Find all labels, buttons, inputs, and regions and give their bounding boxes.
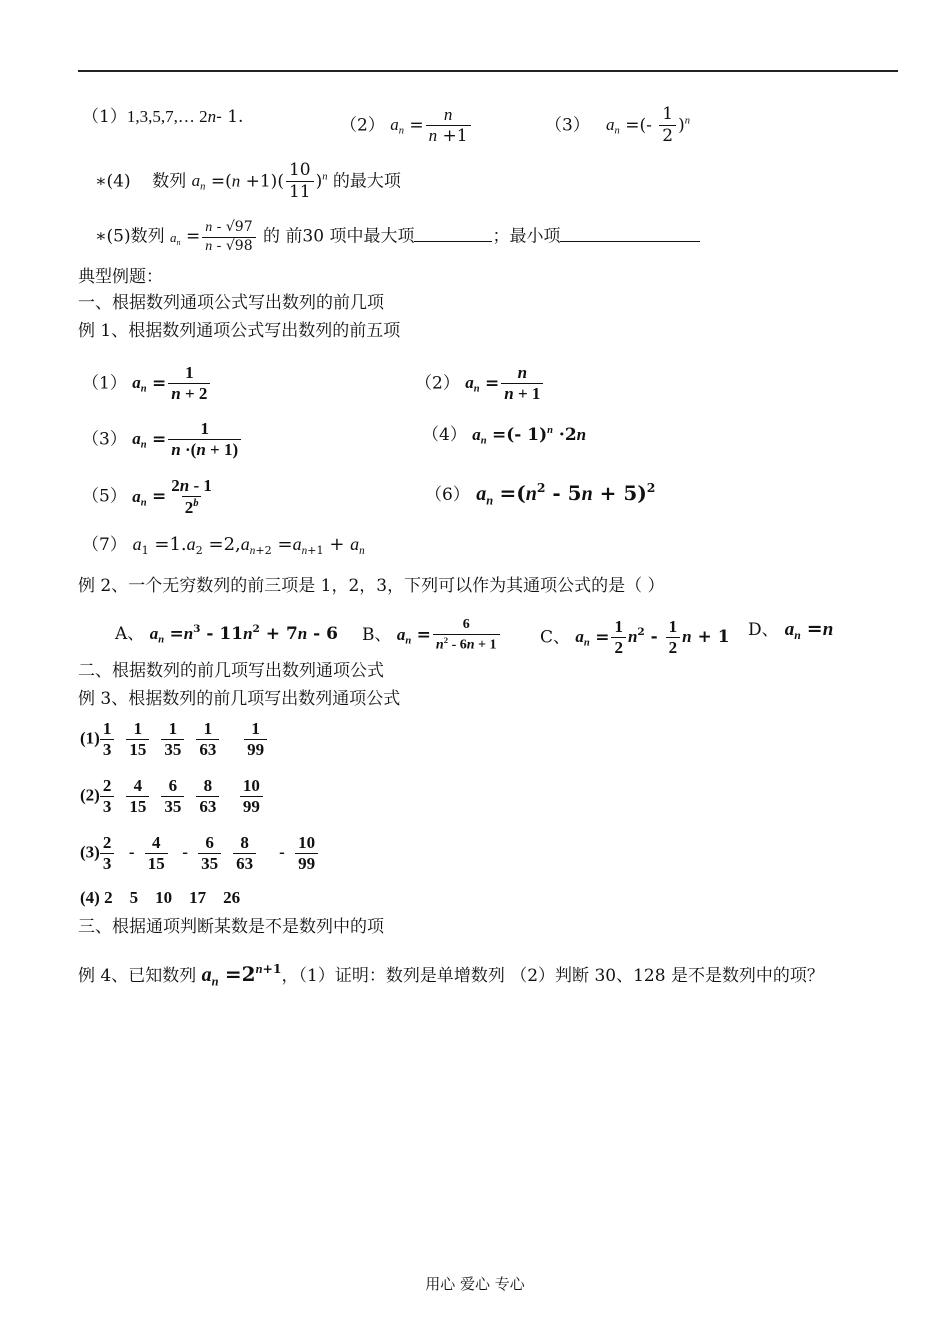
examples-heading: 典型例题：: [78, 267, 163, 287]
section-1-title: 一、根据数列通项公式写出数列的前几项: [78, 293, 384, 313]
sequence-row-1: (1) $\frac{1}{3}$ $\frac{1}{15}$ $\frac{1}{35}$ $\frac{1}{63}$ $\frac{1}{99}$: [80, 720, 273, 760]
problem-4-text-post: 的最大项: [332, 171, 401, 192]
option-c[interactable]: C、 $a_n$ = $\frac{1}{2}$ $n^2$ - $\frac{1}{2}$ n + 1: [540, 617, 730, 657]
example-2-title: 例 2、一个无穷数列的前三项是 1，2，3，下列可以作为其通项公式的是（ ）: [78, 576, 665, 596]
section-2-title: 二、根据数列的前几项写出数列通项公式: [78, 661, 384, 681]
problem-2-label: （2）: [340, 115, 385, 136]
example-1-title: 例 1、根据数列通项公式写出数列的前五项: [78, 321, 401, 341]
row-1-label: (1): [80, 728, 100, 748]
ex1-item-1: （1） $a_n$ = $\frac{1}{n + 2}$: [82, 364, 212, 404]
ex1-label-5: （5）: [82, 486, 127, 507]
ex1-label-3: （3）: [82, 429, 127, 450]
ex1-label-1: （1）: [82, 373, 127, 394]
ex1-label-7: （7）: [82, 535, 127, 555]
ex1-item-6: （6） $a_n =(n^2 - 5n + 5)^2$: [425, 480, 656, 508]
sequence-row-4: (4) 2 5 10 17 26: [80, 888, 241, 907]
problem-2: （2） $a_n$ = $\frac{n}{n +1}$: [340, 106, 473, 146]
ex1-item-2: （2） $a_n$ = $\frac{n}{n + 1}$: [415, 364, 545, 404]
problem-3: （3） $a_n$ =(- $\frac{1}{2}$ )$^n$: [545, 104, 690, 146]
option-d-label: D、: [748, 620, 779, 640]
problem-1-seq: 1,3,5,7,… 2: [126, 107, 208, 126]
problem-4-label: ∗(4): [95, 171, 131, 192]
option-a-label: A、: [115, 623, 145, 644]
answer-blank-max[interactable]: [414, 227, 492, 242]
problem-5-sep: ；最小项: [492, 226, 561, 247]
sequence-row-2: (2) $\frac{2}{3}$ $\frac{4}{15}$ $\frac{6}{35}$ $\frac{8}{63}$ $\frac{10}{99}$: [80, 777, 269, 817]
problem-1-label: （1）: [82, 107, 127, 127]
problem-5-label: ∗(5)数列: [95, 226, 165, 247]
problem-4-text: 数列: [152, 171, 187, 192]
problem-4: ∗(4) 数列 $a_n =(n +1)$( $\frac{10}{11}$ )$^n$ 的最大项: [95, 160, 401, 202]
ex1-label-2: （2）: [415, 373, 460, 394]
example-3-title: 例 3、根据数列的前几项写出数列通项公式: [78, 689, 401, 709]
option-a[interactable]: A、 $a_n =n^3 - 11n^2 + 7n - 6$: [115, 623, 338, 646]
ex1-item-7: （7） $a_1 =1.a_2 =2,a_{n+2} =a_{n+1} + a_n$: [82, 534, 365, 557]
header-rule: [78, 70, 898, 72]
option-b-label: B、: [362, 624, 392, 645]
ex1-item-4: （4） $a_n$ =(- 1)$^n$ ·2n: [422, 424, 587, 447]
ex1-item-5: （5） $a_n$ = $\frac{2n - 1}{2^b}$: [82, 476, 212, 517]
sequence-row-3: (3) $\frac{2}{3}$ - $\frac{4}{15}$ - $\frac{6}{35}$ $\frac{8}{63}$ - $\frac{10}{99}$: [80, 834, 324, 874]
ex1-item-3: （3） $a_n$ = $\frac{1}{n \cdot(n + 1)}$: [82, 420, 243, 460]
option-d[interactable]: D、 $a_n =n$: [748, 618, 834, 643]
problem-1: （1）1,3,5,7,… 2n- 1.: [82, 107, 244, 127]
section-3-title: 三、根据通项判断某数是不是数列中的项: [78, 917, 384, 937]
problem-5: ∗(5)数列 $a_n$ = $\frac{n - √97}{n - √98}$ 的 前30 项中最大项 ；最小项: [95, 220, 700, 254]
problem-5-text: 的 前30 项中最大项: [263, 226, 415, 247]
option-c-label: C、: [540, 627, 571, 648]
problem-1-tail: - 1.: [216, 107, 244, 127]
example-4-post: ，（1）证明：数列是单增数列 （2）判断 30、128 是不是数列中的项？: [281, 966, 824, 987]
problem-3-label: （3）: [545, 115, 590, 136]
ex1-label-4: （4）: [422, 424, 467, 445]
ex1-label-6: （6）: [425, 485, 470, 506]
example-4-pre: 例 4、已知数列: [78, 966, 197, 987]
page-footer: 用心 爱心 专心: [425, 1275, 525, 1293]
answer-blank-min[interactable]: [560, 227, 700, 242]
row-3-label: (3): [80, 842, 100, 862]
option-b[interactable]: B、 $a_n$ = $\frac{6}{n^2 - 6n + 1}$: [362, 618, 502, 653]
example-4: 例 4、已知数列 $a_n =2^{n+1}$，（1）证明：数列是单增数列 （2）判断 30、128 是不是数列中的项？: [78, 961, 824, 989]
row-2-label: (2): [80, 785, 100, 805]
